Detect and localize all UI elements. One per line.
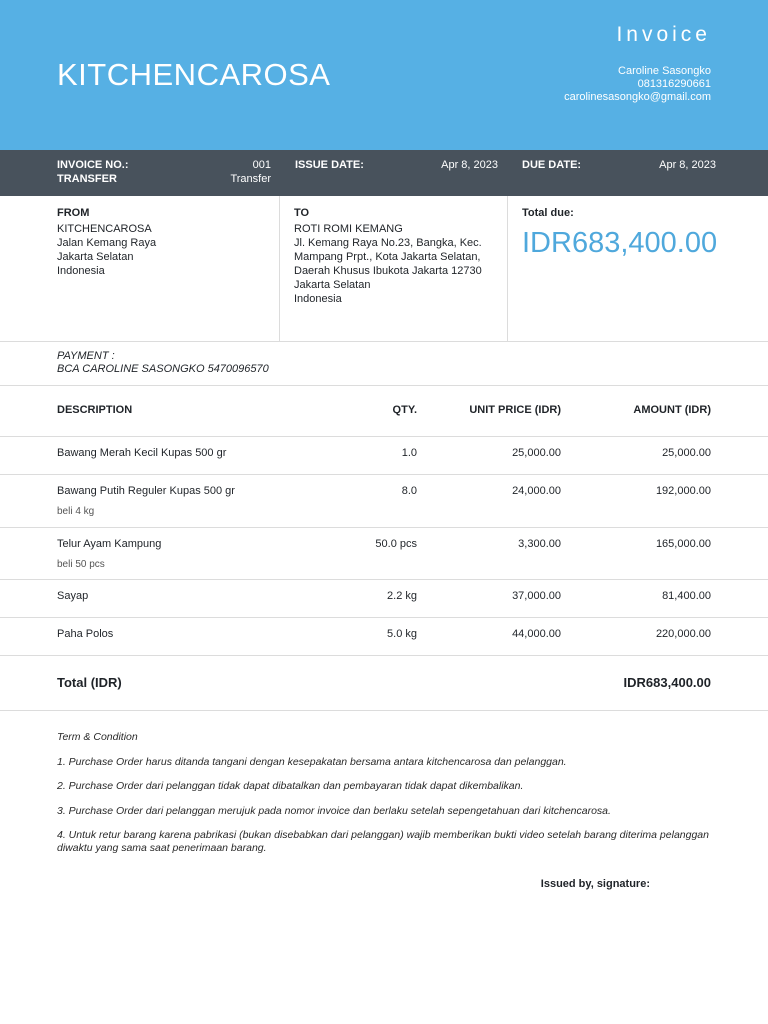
from-block [0, 196, 280, 341]
to-label: TO [294, 207, 310, 219]
terms-and-conditions [57, 731, 717, 866]
terms-heading: Term & Condition [57, 731, 138, 743]
item-description: Sayap [57, 590, 89, 602]
invoice-meta-bar [0, 150, 768, 196]
terms-item: 1. Purchase Order harus ditanda tangani dengan kesepakatan bersama antara kitchencarosa dan pelanggan. [57, 755, 567, 768]
item-qty: 5.0 kg [387, 628, 417, 640]
terms-item: 2. Purchase Order dari pelanggan tidak dapat dibatalkan dan pembayaran tidak dapat dikembalikan. [57, 780, 524, 792]
table-row [0, 618, 768, 656]
item-unit-price: 25,000.00 [512, 447, 561, 459]
table-row [0, 475, 768, 528]
item-description: Bawang Putih Reguler Kupas 500 gr [57, 485, 235, 497]
column-header-qty: QTY. [392, 404, 417, 416]
item-qty: 2.2 kg [387, 590, 417, 602]
item-amount: 220,000.00 [655, 628, 711, 640]
divider [0, 385, 768, 386]
item-amount: 165,000.00 [655, 538, 711, 550]
signature-label: Issued by, signature: [540, 878, 650, 890]
from-line: Jakarta Selatan [57, 251, 134, 263]
item-note: beli 50 pcs [57, 559, 105, 570]
document-title: Invoice [616, 23, 711, 46]
table-row [0, 528, 768, 580]
issue-date-value: Apr 8, 2023 [441, 159, 498, 171]
item-description: Bawang Merah Kecil Kupas 500 gr [57, 447, 227, 459]
from-line: KITCHENCAROSA [57, 223, 152, 235]
to-line: Mampang Prpt., Kota Jakarta Selatan, [294, 251, 481, 263]
item-amount: 81,400.00 [662, 590, 711, 602]
item-unit-price: 44,000.00 [512, 628, 561, 640]
contact-phone: 081316290661 [637, 78, 711, 90]
payment-label: PAYMENT : [57, 350, 115, 362]
column-header-description: DESCRIPTION [57, 404, 133, 416]
item-unit-price: 24,000.00 [512, 485, 561, 497]
party-section [0, 196, 768, 342]
contact-email: carolinesasongko@gmail.com [564, 91, 711, 103]
contact-name: Caroline Sasongko [618, 65, 711, 77]
to-line: Jakarta Selatan [294, 279, 371, 291]
grand-total-value: IDR683,400.00 [623, 675, 711, 690]
from-label: FROM [57, 207, 90, 219]
to-line: Jl. Kemang Raya No.23, Bangka, Kec. [294, 237, 482, 249]
transfer-label: TRANSFER [57, 173, 117, 185]
item-amount: 192,000.00 [655, 485, 711, 497]
item-qty: 50.0 pcs [375, 538, 417, 550]
to-block [280, 196, 508, 341]
item-amount: 25,000.00 [662, 447, 711, 459]
terms-item: 4. Untuk retur barang karena pabrikasi (bukan disebabkan dari pelanggan) wajib memberikan bukti video setelah barang diterima pelanggan diwaktu yang sama saat penerimaan barang. [57, 829, 709, 854]
to-line: ROTI ROMI KEMANG [294, 223, 403, 235]
item-unit-price: 3,300.00 [518, 538, 561, 550]
total-due-label: Total due: [522, 207, 574, 219]
payment-info [57, 350, 269, 376]
column-header-unit-price: UNIT PRICE (IDR) [469, 404, 561, 416]
item-note: beli 4 kg [57, 506, 95, 517]
brand-name: KITCHENCAROSA [57, 57, 331, 92]
contact-block [564, 65, 711, 104]
item-qty: 8.0 [401, 485, 417, 497]
grand-total-label: Total (IDR) [57, 675, 122, 690]
item-qty: 1.0 [401, 447, 417, 459]
table-row [0, 437, 768, 475]
issue-date-label: ISSUE DATE: [295, 159, 364, 171]
transfer-value: Transfer [230, 173, 271, 185]
total-due-block [508, 196, 768, 341]
payment-detail: BCA CAROLINE SASONGKO 5470096570 [57, 363, 269, 375]
to-line: Indonesia [294, 293, 342, 305]
total-due-amount: IDR683,400.00 [522, 227, 718, 259]
due-date-label: DUE DATE: [522, 159, 582, 171]
invoice-no-value: 001 [252, 159, 271, 171]
terms-item: 3. Purchase Order dari pelanggan merujuk pada nomor invoice dan berlaku setelah sepengetahuan dari kitchencarosa. [57, 804, 611, 817]
due-date-value: Apr 8, 2023 [659, 159, 716, 171]
table-row [0, 580, 768, 618]
item-description: Telur Ayam Kampung [57, 538, 162, 550]
item-description: Paha Polos [57, 628, 114, 640]
item-unit-price: 37,000.00 [512, 590, 561, 602]
invoice-header [0, 0, 768, 150]
column-header-amount: AMOUNT (IDR) [633, 404, 711, 416]
invoice-no-label: INVOICE NO.: [57, 159, 129, 171]
to-line: Daerah Khusus Ibukota Jakarta 12730 [294, 265, 482, 277]
from-line: Jalan Kemang Raya [57, 237, 157, 249]
from-line: Indonesia [57, 265, 105, 277]
divider [0, 710, 768, 711]
